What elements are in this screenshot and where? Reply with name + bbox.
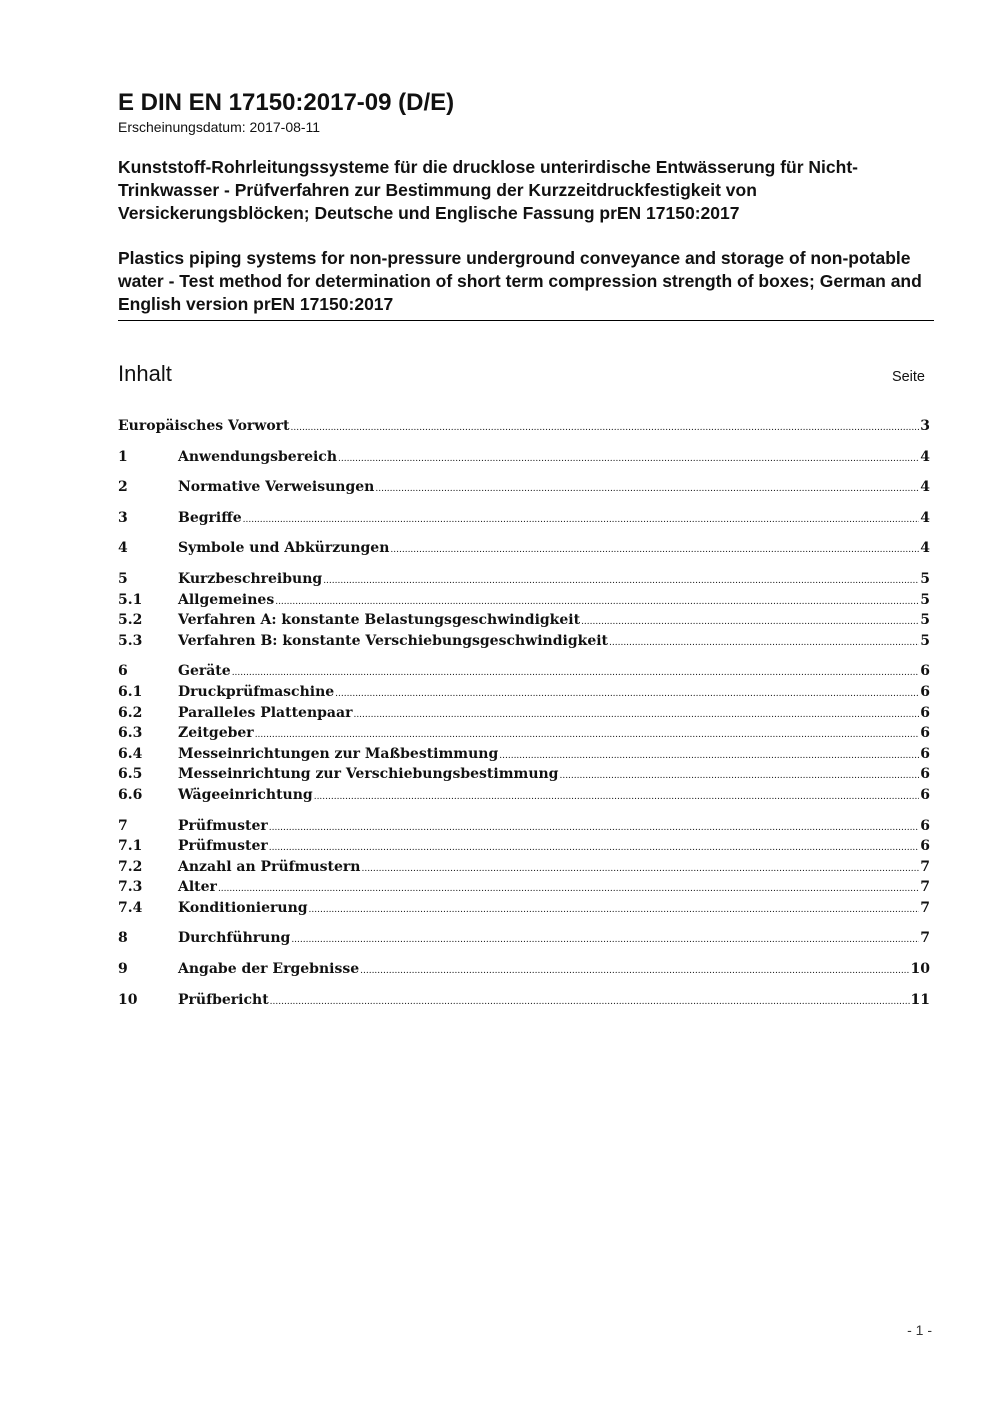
toc-heading <box>118 360 928 388</box>
toc-entry-page: 4 <box>920 448 930 465</box>
toc-entry[interactable] <box>118 744 930 765</box>
toc-entry-number: 6.1 <box>118 683 143 700</box>
toc-entry[interactable] <box>118 928 930 949</box>
toc-entry-page: 6 <box>920 745 930 762</box>
toc-entry-page: 7 <box>920 930 930 947</box>
toc-entry[interactable] <box>118 723 930 744</box>
toc-leader <box>361 857 919 880</box>
toc-leader <box>499 744 919 767</box>
toc-entry-page: 5 <box>920 632 930 649</box>
toc-entry-page: 6 <box>920 683 930 700</box>
toc-entry-page: 6 <box>920 786 930 803</box>
toc-entry-title: Wägeeinrichtung <box>178 786 313 803</box>
toc-entry[interactable] <box>118 836 930 857</box>
toc-entry-page: 4 <box>920 479 930 496</box>
toc-entry-title: Durchführung <box>178 930 291 947</box>
toc-entry-number: 2 <box>118 479 128 496</box>
toc-leader <box>291 928 919 951</box>
toc-entry-title: Angabe der Ergebnisse <box>178 961 360 978</box>
toc-leader <box>309 898 920 921</box>
toc-page-label: Seite <box>891 369 925 385</box>
toc-entry-page: 6 <box>920 663 930 680</box>
toc-entry-page: 7 <box>920 899 930 916</box>
toc-entry-title: Kurzbeschreibung <box>178 570 323 587</box>
toc-entry[interactable] <box>118 661 930 682</box>
toc-leader <box>375 477 919 500</box>
toc-entry-title: Messeinrichtungen zur Maßbestimmung <box>178 745 499 762</box>
page-number: - 1 - <box>907 1322 932 1338</box>
toc-entry[interactable] <box>118 959 930 980</box>
toc-entry[interactable] <box>118 877 930 898</box>
toc-leader <box>218 877 919 900</box>
toc-entry-number: 4 <box>118 540 128 557</box>
toc-entry-number: 6.4 <box>118 745 143 762</box>
toc-entry-page: 7 <box>920 858 930 875</box>
document-header <box>118 88 934 320</box>
toc-entry[interactable] <box>118 508 930 529</box>
toc-entry[interactable] <box>118 538 930 559</box>
toc-entry-title: Prüfmuster <box>178 838 268 855</box>
toc-entry-page: 6 <box>920 766 930 783</box>
toc-entry-title: Symbole und Abkürzungen <box>178 540 390 557</box>
toc-entry-number: 7 <box>118 817 128 834</box>
header-divider <box>118 320 934 321</box>
toc-leader <box>609 631 919 654</box>
toc-entry-title: Alter <box>178 879 217 896</box>
toc-leader <box>232 661 920 684</box>
toc-entry-title: Konditionierung <box>178 899 308 916</box>
toc-entry-page: 3 <box>920 418 930 434</box>
toc-entry[interactable] <box>118 610 930 631</box>
toc-leader <box>275 590 919 613</box>
toc-entry[interactable] <box>118 416 930 437</box>
toc-entry-title: Verfahren A: konstante Belastungsgeschwindigkeit <box>178 612 581 629</box>
toc-entry-number: 5.2 <box>118 612 143 629</box>
toc-entry-title: Anzahl an Prüfmustern <box>178 858 361 875</box>
toc-entry-page: 11 <box>910 991 930 1008</box>
toc-leader <box>291 416 920 439</box>
toc-entry-page: 6 <box>920 838 930 855</box>
toc-entry-number: 8 <box>118 930 128 947</box>
toc-entry-title: Normative Verweisungen <box>178 479 375 496</box>
table-of-contents <box>118 416 930 1010</box>
toc-entry[interactable] <box>118 785 930 806</box>
toc-entry-title: Messeinrichtung zur Verschiebungsbestimmung <box>178 766 559 783</box>
toc-entry-title: Prüfbericht <box>178 991 269 1008</box>
toc-leader <box>255 723 920 746</box>
toc-leader <box>353 703 919 726</box>
toc-leader <box>314 785 920 808</box>
toc-entry-page: 6 <box>920 725 930 742</box>
toc-entry-title: Begriffe <box>178 509 242 526</box>
toc-entry[interactable] <box>118 703 930 724</box>
toc-entry-number: 7.4 <box>118 899 143 916</box>
toc-leader <box>269 816 920 839</box>
toc-entry-number: 6 <box>118 663 128 680</box>
toc-entry-title: Verfahren B: konstante Verschiebungsgeschwindigkeit <box>178 632 609 649</box>
toc-entry-title: Geräte <box>178 663 231 680</box>
toc-entry-number: 3 <box>118 509 128 526</box>
toc-entry-number: 6.3 <box>118 725 143 742</box>
toc-entry-number: 7.3 <box>118 879 143 896</box>
toc-entry-page: 4 <box>920 540 930 557</box>
toc-entry-page: 10 <box>910 961 930 978</box>
toc-entry-number: 5 <box>118 570 128 587</box>
toc-leader <box>269 836 920 859</box>
toc-leader <box>360 959 909 982</box>
title-english: Plastics piping systems for non-pressure underground conveyance and storage of non-potable water - Test method for determination of short term compression strength of boxes; German and English version prEN 17150:2017 <box>118 248 922 314</box>
toc-leader <box>559 764 919 787</box>
toc-entry-title: Allgemeines <box>178 591 275 608</box>
toc-entry[interactable] <box>118 447 930 468</box>
toc-entry-number: 6.5 <box>118 766 143 783</box>
toc-leader <box>581 610 919 633</box>
toc-entry[interactable] <box>118 816 930 837</box>
toc-entry-number: 10 <box>118 991 138 1008</box>
toc-entry-number: 7.2 <box>118 858 143 875</box>
toc-entry-title: Druckprüfmaschine <box>178 683 335 700</box>
toc-entry[interactable] <box>118 764 930 785</box>
toc-entry-page: 7 <box>920 879 930 896</box>
toc-entry[interactable] <box>118 590 930 611</box>
toc-entry-number: 7.1 <box>118 838 143 855</box>
toc-leader <box>270 990 910 1013</box>
toc-leader <box>390 538 919 561</box>
toc-entry[interactable] <box>118 682 930 703</box>
toc-entry-number: 9 <box>118 961 128 978</box>
toc-entry-page: 5 <box>920 612 930 629</box>
toc-entry-number: 5.1 <box>118 591 143 608</box>
toc-leader <box>335 682 919 705</box>
document-id: E DIN EN 17150:2017-09 (D/E) <box>118 89 455 116</box>
toc-entry-page: 4 <box>920 509 930 526</box>
toc-entry[interactable] <box>118 477 930 498</box>
toc-entry-number: 1 <box>118 448 128 465</box>
toc-entry-title: Zeitgeber <box>178 725 254 742</box>
toc-entry-page: 5 <box>920 570 930 587</box>
toc-entry-title: Europäisches Vorwort <box>118 418 290 434</box>
publication-date: Erscheinungsdatum: 2017-08-11 <box>118 119 321 135</box>
toc-title: Inhalt <box>118 361 172 386</box>
toc-entry-page: 5 <box>920 591 930 608</box>
toc-leader <box>323 569 919 592</box>
toc-entry-number: 6.6 <box>118 786 143 803</box>
toc-entry-title: Anwendungsbereich <box>178 448 337 465</box>
toc-entry[interactable] <box>118 569 930 590</box>
toc-entry-number: 5.3 <box>118 632 143 649</box>
toc-entry-page: 6 <box>920 817 930 834</box>
toc-entry-title: Paralleles Plattenpaar <box>178 704 353 721</box>
toc-entry[interactable] <box>118 990 930 1011</box>
toc-entry[interactable] <box>118 631 930 652</box>
toc-entry-number: 6.2 <box>118 704 143 721</box>
toc-entry-title: Prüfmuster <box>178 817 268 834</box>
toc-leader <box>338 447 919 470</box>
toc-entry[interactable] <box>118 857 930 878</box>
toc-entry[interactable] <box>118 898 930 919</box>
title-german: Kunststoff-Rohrleitungssysteme für die drucklose unterirdische Entwässerung für Nicht-Trinkwasser - Prüfverfahren zur Bestimmung der Kurzzeitdruckfestigkeit von Versickerungsblöcken; Deutsche und Englische Fassung prEN 17150:2017 <box>118 157 858 223</box>
toc-entry-page: 6 <box>920 704 930 721</box>
toc-leader <box>243 508 920 531</box>
